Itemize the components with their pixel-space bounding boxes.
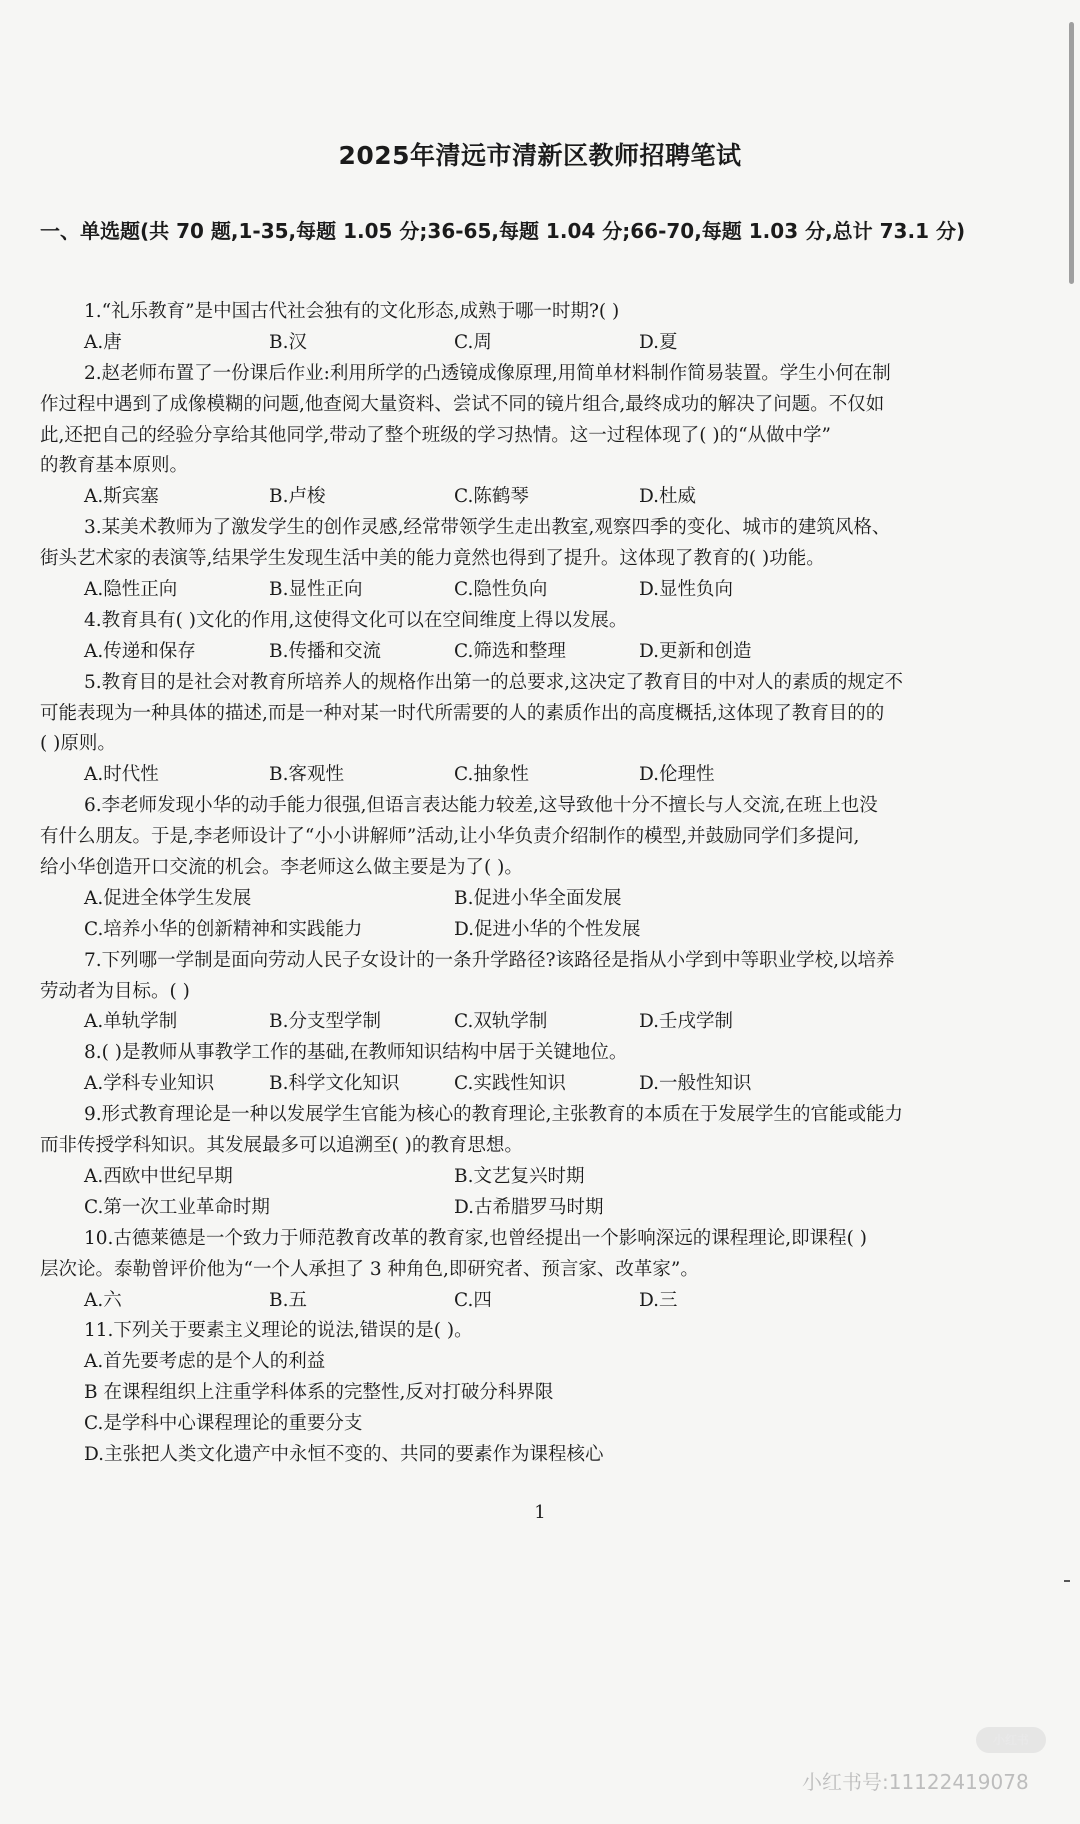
watermark: 小红书号:11122419078 (802, 1770, 1029, 1794)
answer-option: A.西欧中世纪早期 (84, 1165, 233, 1187)
answer-option: D.伦理性 (639, 764, 715, 786)
answer-option: B.传播和交流 (269, 640, 381, 662)
option-row (40, 1286, 1005, 1317)
question-stem-line: 9.形式教育理论是一种以发展学生官能为核心的教育理论,主张教育的本质在于发展学生的官能或能力 (84, 1104, 904, 1126)
answer-option: B.汉 (269, 331, 307, 353)
option-row (40, 1162, 1005, 1193)
question-item (40, 1038, 1005, 1100)
question-stem-line: 1.“礼乐教育”是中国古代社会独有的文化形态,成熟于哪一时期?( ) (84, 301, 620, 322)
answer-option: C.陈鹤琴 (454, 486, 529, 508)
answer-option: C.抽象性 (454, 764, 529, 786)
option-row (40, 884, 1005, 915)
answer-option: D.古希腊罗马时期 (454, 1196, 604, 1218)
answer-option: D.夏 (639, 331, 678, 353)
app-logo-badge: 小红书 (976, 1727, 1046, 1753)
answer-option: D.显性负向 (639, 579, 734, 601)
answer-option: C.实践性知识 (454, 1073, 566, 1095)
option-row (40, 482, 1005, 513)
question-stem-line: 的教育基本原则。 (40, 455, 189, 477)
answer-option: A.单轨学制 (84, 1011, 178, 1033)
answer-option: B.促进小华全面发展 (454, 887, 622, 909)
answer-option: A.隐性正向 (84, 579, 178, 601)
option-row (40, 915, 1005, 946)
answer-option: B 在课程组织上注重学科体系的完整性,反对打破分科界限 (84, 1382, 554, 1404)
answer-option: D.一般性知识 (639, 1073, 752, 1095)
question-stem-line: 6.李老师发现小华的动手能力很强,但语言表达能力较差,这导致他十分不擅长与人交流,在班上也没 (84, 795, 878, 817)
question-list (40, 297, 1005, 1471)
answer-option: D.促进小华的个性发展 (454, 918, 641, 940)
question-stem-line: 此,还把自己的经验分享给其他同学,带动了整个班级的学习热情。这一过程体现了( )的“从做中学” (40, 424, 831, 446)
question-item (40, 359, 1005, 513)
option-row (40, 637, 1005, 668)
option-row (40, 760, 1005, 791)
answer-option: A.斯宾塞 (84, 486, 159, 508)
answer-option: B.卢梭 (269, 486, 326, 508)
answer-option: D.更新和创造 (639, 640, 752, 662)
answer-option: A.唐 (84, 331, 122, 353)
answer-option: C.培养小华的创新精神和实践能力 (84, 918, 363, 940)
answer-option: D.主张把人类文化遗产中永恒不变的、共同的要素作为课程核心 (84, 1443, 604, 1465)
answer-option: A.促进全体学生发展 (84, 887, 252, 909)
question-stem-line: 7.下列哪一学制是面向劳动人民子女设计的一条升学路径?该路径是指从小学到中等职业学校,以培养 (84, 949, 895, 971)
answer-option: D.壬戌学制 (639, 1011, 734, 1033)
exam-title: 2025年清远市清新区教师招聘笔试 (338, 141, 742, 170)
answer-option: C.双轨学制 (454, 1011, 548, 1033)
question-item (40, 1316, 1005, 1470)
question-item (40, 513, 1005, 606)
question-stem-line: 层次论。泰勒曾评价他为“一个人承担了 3 种角色,即研究者、预言家、改革家”。 (40, 1258, 699, 1280)
option-row (40, 1007, 1005, 1038)
answer-option: C.隐性负向 (454, 579, 548, 601)
answer-option: D.杜威 (639, 486, 697, 508)
answer-option: B.客观性 (269, 764, 344, 786)
answer-option: C.是学科中心课程理论的重要分支 (84, 1413, 363, 1435)
answer-option: A.六 (84, 1289, 122, 1311)
question-item (40, 668, 1005, 792)
question-stem-line: 2.赵老师布置了一份课后作业:利用所学的凸透镜成像原理,用简单材料制作简易装置。学生小何在制 (84, 362, 891, 384)
question-stem-line: 有什么朋友。于是,李老师设计了“小小讲解师”活动,让小华负责介绍制作的模型,并鼓励同学们多提问, (40, 826, 860, 848)
question-stem-line: 8.( )是教师从事教学工作的基础,在教师知识结构中居于关键地位。 (84, 1042, 628, 1064)
answer-option: C.筛选和整理 (454, 640, 566, 662)
edge-mark (1064, 1580, 1070, 1582)
option-row (40, 328, 1005, 359)
question-stem-line: 劳动者为目标。( ) (40, 980, 190, 1002)
question-item (40, 1100, 1005, 1224)
page-number: 1 (534, 1502, 546, 1523)
option-row (40, 575, 1005, 606)
question-item (40, 1224, 1005, 1317)
answer-option: A.时代性 (84, 764, 159, 786)
question-item (40, 606, 1005, 668)
answer-option: C.第一次工业革命时期 (84, 1196, 270, 1218)
answer-option: B.分支型学制 (269, 1011, 381, 1033)
answer-option: B.显性正向 (269, 579, 363, 601)
question-item (40, 946, 1005, 1039)
answer-option: A.首先要考虑的是个人的利益 (84, 1351, 326, 1373)
answer-option: A.传递和保存 (84, 640, 196, 662)
answer-option: B.五 (269, 1289, 307, 1311)
question-stem-line: 而非传授学科知识。其发展最多可以追溯至( )的教育思想。 (40, 1135, 523, 1157)
answer-option: C.周 (454, 331, 492, 353)
question-stem-line: 11.下列关于要素主义理论的说法,错误的是( )。 (84, 1320, 473, 1342)
question-stem-line: 3.某美术教师为了激发学生的创作灵感,经常带领学生走出教室,观察四季的变化、城市的建筑风格、 (84, 517, 891, 539)
section-header: 一、单选题(共 70 题,1-35,每题 1.05 分;36-65,每题 1.04 分;66-70,每题 1.03 分,总计 73.1 分) (40, 219, 966, 243)
option-row (40, 1193, 1005, 1224)
question-item (40, 297, 1005, 359)
question-stem-line: ( )原则。 (40, 733, 116, 755)
question-stem-line: 4.教育具有( )文化的作用,这使得文化可以在空间维度上得以发展。 (84, 609, 628, 631)
answer-option: D.三 (639, 1289, 678, 1311)
question-stem-line: 可能表现为一种具体的描述,而是一种对某一时代所需要的人的素质作出的高度概括,这体现了教育目的的 (40, 702, 885, 724)
answer-option: B.文艺复兴时期 (454, 1165, 585, 1187)
answer-option: C.四 (454, 1289, 492, 1311)
answer-option: B.科学文化知识 (269, 1073, 400, 1095)
question-stem-line: 街头艺术家的表演等,结果学生发现生活中美的能力竟然也得到了提升。这体现了教育的( )功能。 (40, 548, 825, 570)
question-stem-line: 作过程中遇到了成像模糊的问题,他查阅大量资料、尝试不同的镜片组合,最终成功的解决了问题。不仅如 (40, 393, 885, 415)
question-stem-line: 给小华创造开口交流的机会。李老师这么做主要是为了( )。 (40, 857, 523, 879)
question-item (40, 791, 1005, 945)
option-row (40, 1069, 1005, 1100)
answer-option: A.学科专业知识 (84, 1073, 215, 1095)
question-stem-line: 5.教育目的是社会对教育所培养人的规格作出第一的总要求,这决定了教育目的中对人的素质的规定不 (84, 671, 904, 693)
question-stem-line: 10.古德莱德是一个致力于师范教育改革的教育家,也曾经提出一个影响深远的课程理论,即课程( ) (84, 1227, 868, 1249)
scrollbar[interactable] (1069, 22, 1074, 284)
